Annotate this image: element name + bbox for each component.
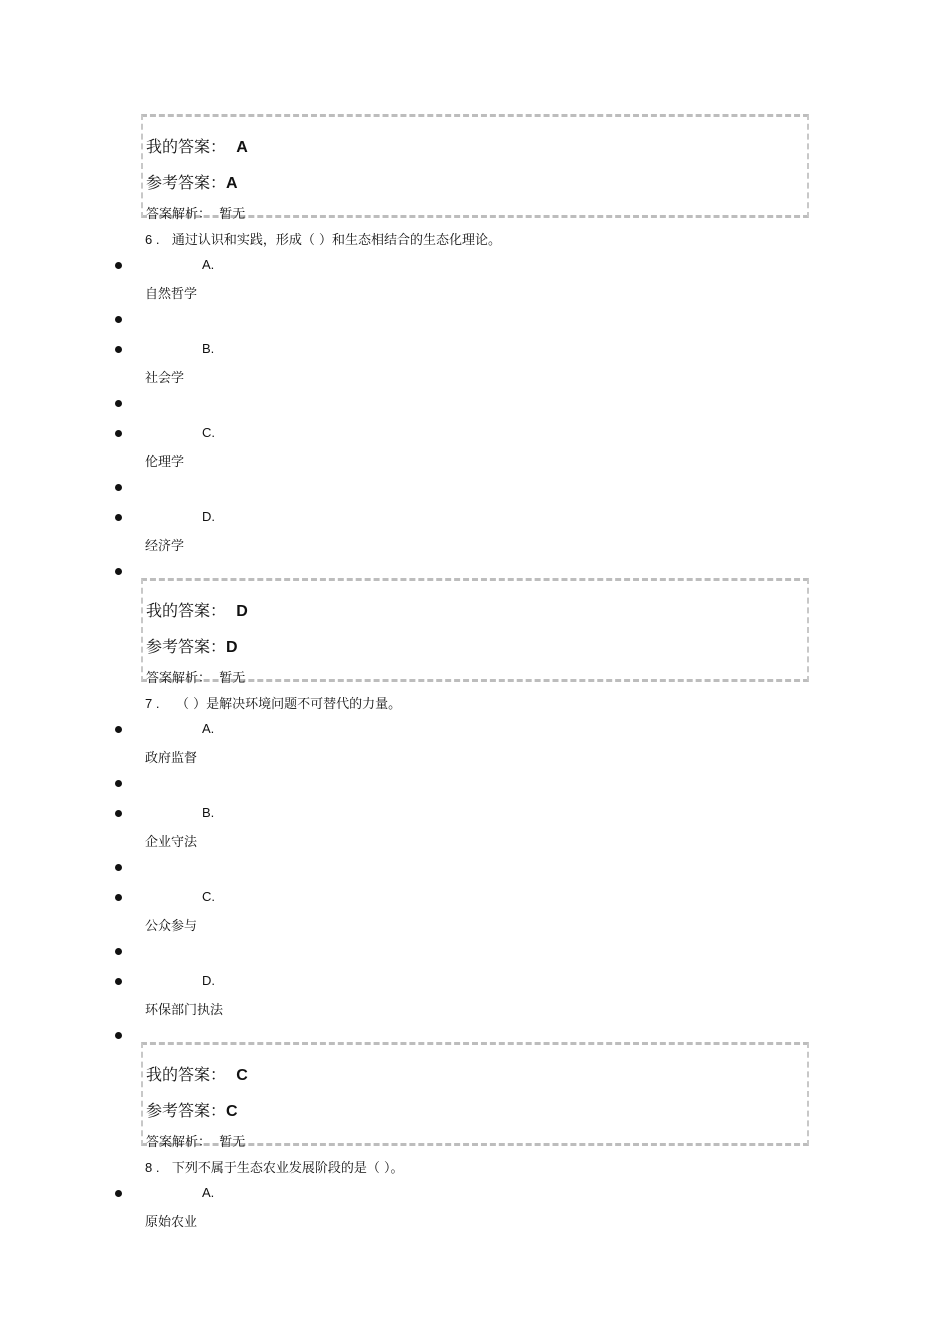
bullet [115,1032,122,1039]
my-answer-row [146,134,248,157]
option-text: 自然哲学 [145,287,198,302]
option-letter: C. [202,425,215,440]
question-number: 7 . [145,696,160,711]
option-letter: B. [202,341,215,356]
analysis-label: 答案解析： [146,671,212,686]
ref-answer-value: D [226,639,238,656]
my-answer-row [146,1062,248,1085]
question-title [145,229,501,248]
analysis-value: 暂无 [219,671,246,686]
analysis-label: 答案解析： [146,1135,212,1150]
option-letter: B. [202,805,215,820]
question-title [145,1157,404,1176]
option-letter: A. [202,1185,215,1200]
option-radio[interactable] [115,978,122,985]
bullet [115,316,122,323]
analysis-row [146,203,245,222]
option-text: 经济学 [145,539,185,554]
option-radio[interactable] [115,514,122,521]
my-answer-label: 我的答案： [146,1065,227,1084]
question-text: （ ）是解决环境问题不可替代的力量。 [176,697,402,712]
option-radio[interactable] [115,810,122,817]
option-text: 公众参与 [145,919,198,934]
option-letter: D. [202,973,215,988]
ref-answer-row [146,634,238,657]
analysis-value: 暂无 [219,1135,246,1150]
option-radio[interactable] [115,894,122,901]
my-answer-label: 我的答案： [146,137,227,156]
option-radio[interactable] [115,726,122,733]
option-text: 社会学 [145,371,185,386]
question-text: 通过认识和实践，形成（ ）和生态相结合的生态化理论。 [171,233,502,248]
option-radio[interactable] [115,1190,122,1197]
analysis-label: 答案解析： [146,207,212,222]
question-text: 下列不属于生态农业发展阶段的是（ ）。 [171,1161,404,1176]
question-number: 6 . [145,232,160,247]
answer-box [141,578,809,686]
bullet [115,568,122,575]
question-number: 8 . [145,1160,160,1175]
bullet [115,948,122,955]
option-radio[interactable] [115,346,122,353]
option-text: 政府监督 [145,751,198,766]
ref-answer-label: 参考答案： [146,637,227,656]
option-radio[interactable] [115,430,122,437]
my-answer-value: A [236,139,248,156]
bullet [115,400,122,407]
analysis-row [146,667,245,686]
ref-answer-value: A [226,175,238,192]
analysis-value: 暂无 [219,207,246,222]
option-text: 原始农业 [145,1215,198,1230]
bullet [115,780,122,787]
ref-answer-label: 参考答案： [146,173,227,192]
my-answer-value: C [236,1067,248,1084]
ref-answer-value: C [226,1103,238,1120]
option-letter: A. [202,257,215,272]
bullet [115,484,122,491]
bullet [115,864,122,871]
option-letter: C. [202,889,215,904]
question-title [145,693,401,712]
option-text: 环保部门执法 [145,1003,224,1018]
my-answer-value: D [236,603,248,620]
option-radio[interactable] [115,262,122,269]
option-letter: A. [202,721,215,736]
my-answer-label: 我的答案： [146,601,227,620]
option-text: 企业守法 [145,835,198,850]
ref-answer-label: 参考答案： [146,1101,227,1120]
answer-box [141,114,809,222]
ref-answer-row [146,1098,238,1121]
option-letter: D. [202,509,215,524]
my-answer-row [146,598,248,621]
ref-answer-row [146,170,238,193]
option-text: 伦理学 [145,455,185,470]
answer-box [141,1042,809,1150]
analysis-row [146,1131,245,1150]
